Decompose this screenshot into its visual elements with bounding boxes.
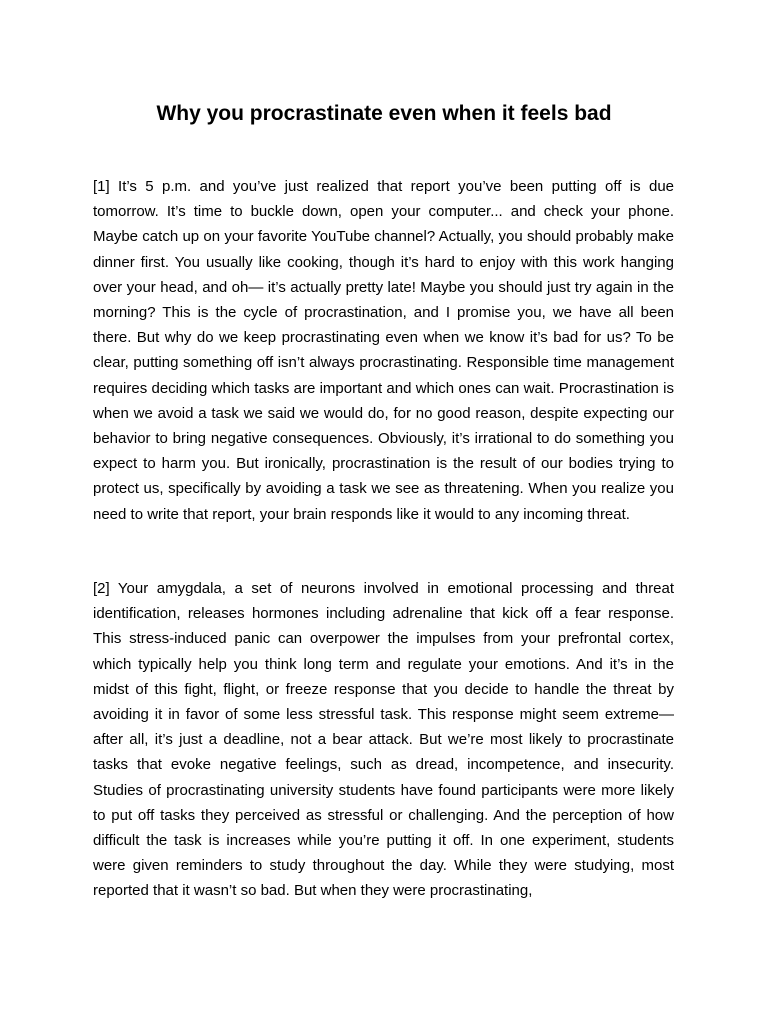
document-title: Why you procrastinate even when it feels bad bbox=[156, 102, 612, 125]
paragraph-2: [2] Your amygdala, a set of neurons involved in emotional processing and threat identification, releases hormones including adrenaline that kick off a fear response. This stress-induced panic can overpower the impulses from your prefrontal cortex, which typically help you think long term and regulate your emotions. And it’s in the midst of this fight, flight, or freeze response that you decide to handle the threat by avoiding it in favor of some less stressful task. This response might seem extreme— after all, it’s just a deadline, not a bear attack. But we’re most likely to procrastinate tasks that evoke negative feelings, such as dread, incompetence, and insecurity. Studies of procrastinating university students have found participants were more likely to put off tasks they perceived as stressful or challenging. And the perception of how difficult the task is increases while you’re putting it off. In one experiment, students were given reminders to study throughout the day. While they were studying, most reported that it wasn’t so bad. But when they were procrastinating, bbox=[93, 580, 674, 900]
paragraph-1: [1] It’s 5 p.m. and you’ve just realized that report you’ve been putting off is due tomorrow. It’s time to buckle down, open your computer... and check your phone. Maybe catch up on your favorite YouTube channel? Actually, you should probably make dinner first. You usually like cooking, though it’s hard to enjoy with this work hanging over your head, and oh— it’s actually pretty late! Maybe you should just try again in the morning? This is the cycle of procrastination, and I promise you, we have all been there. But why do we keep procrastinating even when we know it’s bad for us? To be clear, putting something off isn’t always procrastinating. Responsible time management requires deciding which tasks are important and which ones can wait. Procrastination is when we avoid a task we said we would do, for no good reason, despite expecting our behavior to bring negative consequences. Obviously, it’s irrational to do something you expect to harm you. But ironically, procrastination is the result of our bodies trying to protect us, specifically by avoiding a task we see as threatening. When you realize you need to write that report, your brain responds like it would to any incoming threat. bbox=[93, 178, 674, 523]
